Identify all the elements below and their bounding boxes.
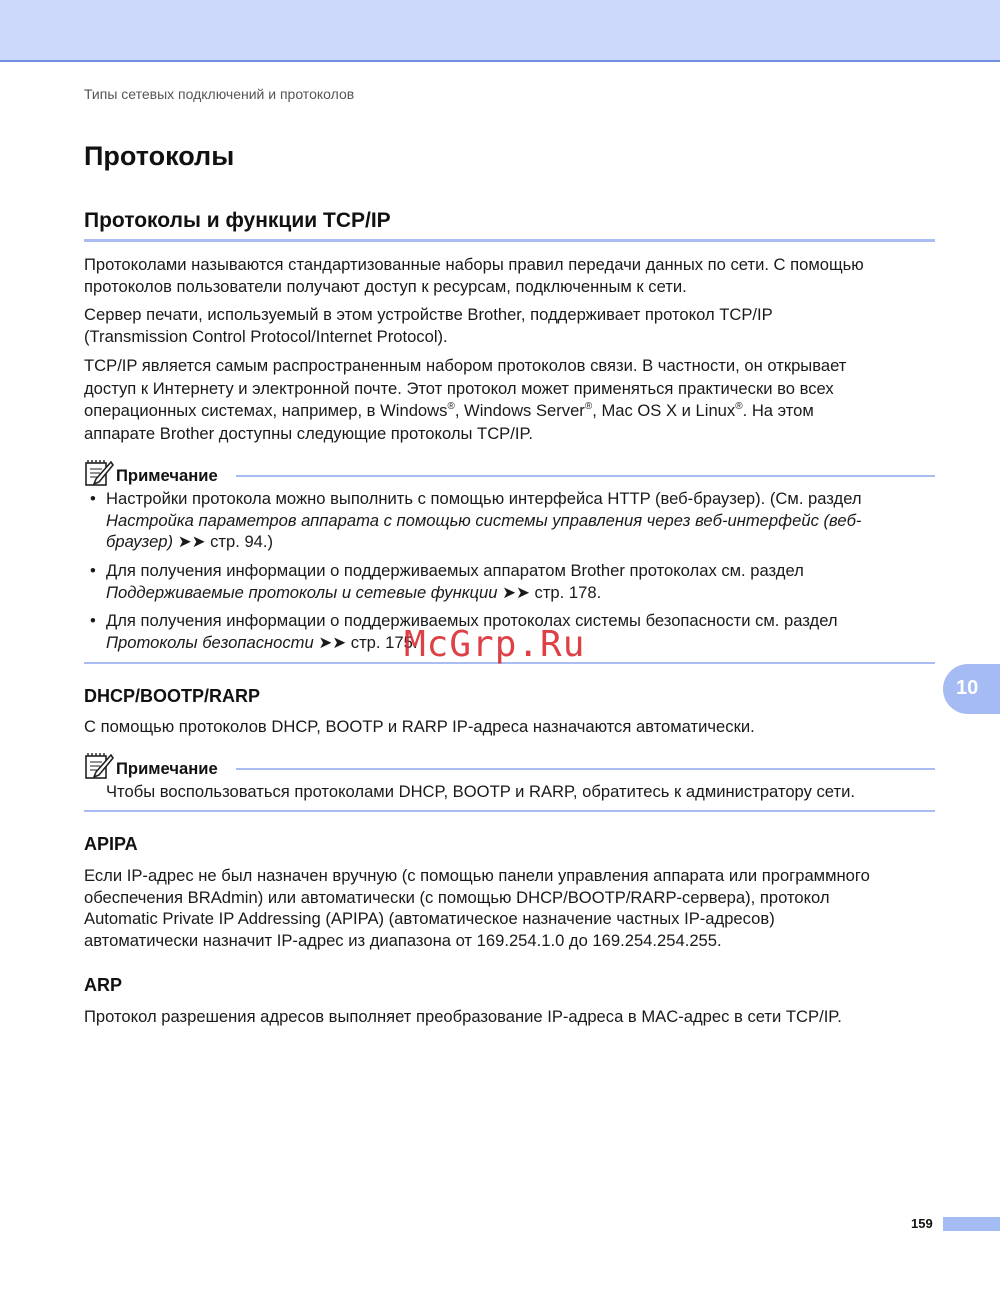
note-pencil-icon bbox=[84, 752, 114, 780]
bullet-dot: • bbox=[90, 489, 96, 508]
arrows-icon: ➤➤ bbox=[318, 632, 347, 652]
paragraph-line: автоматически назначит IP-адрес из диапазона от 169.254.1.0 до 169.254.254.255. bbox=[84, 930, 722, 950]
page-title: Протоколы bbox=[84, 141, 235, 171]
running-title: Типы сетевых подключений и протоколов bbox=[84, 86, 355, 102]
chapter-number: 10 bbox=[956, 677, 979, 699]
chapter-tab bbox=[943, 664, 1000, 714]
paragraph-line: Automatic Private IP Addressing (APIPA) (автоматическое назначение частных IP-адресов) bbox=[84, 909, 775, 928]
apipa-text bbox=[84, 865, 944, 951]
paragraph-tcpip bbox=[84, 355, 944, 445]
arp-text: Протокол разрешения адресов выполняет преобразование IP-адреса в MAC-адрес в сети TCP/IP. bbox=[84, 1007, 842, 1026]
list-item: • Для получения информации о поддерживаемых протоколах системы безопасности см. раздел Протоколы безопасности ➤➤ стр. 175. bbox=[90, 611, 838, 652]
paragraph-line: операционных системах, например, в Windows®, Windows Server®, Mac OS X и Linux®. На этом bbox=[84, 401, 814, 420]
list-item: • Настройки протокола можно выполнить с помощью интерфейса HTTP (веб-браузер). (См. раздел Настройка параметров аппарата с помощью системы управления через веб-интерфейс (веб- браузер) ➤➤ стр. 94.) bbox=[90, 489, 862, 551]
note-pencil-icon bbox=[84, 459, 114, 487]
section-rule bbox=[84, 239, 935, 242]
arrows-icon: ➤➤ bbox=[177, 532, 206, 551]
registered-mark: ® bbox=[735, 401, 743, 412]
registered-mark: ® bbox=[447, 401, 455, 412]
paragraph-line: TCP/IP является самым распространенным набором протоколов связи. В частности, он открывает bbox=[84, 356, 847, 375]
note-rule bbox=[236, 475, 935, 477]
watermark: McGrp.Ru bbox=[404, 624, 586, 665]
cross-reference-link[interactable]: Поддерживаемые протоколы и сетевые функции bbox=[106, 582, 498, 602]
note-label: Примечание bbox=[116, 759, 218, 778]
section-title: Протоколы и функции TCP/IP bbox=[84, 209, 391, 232]
arrows-icon: ➤➤ bbox=[502, 582, 530, 602]
paragraph-line: (Transmission Control Protocol/Internet Protocol). bbox=[84, 326, 448, 346]
paragraph-line: обеспечения BRAdmin) или автоматически (с помощью DHCP/BOOTP/RARP-сервера), протокол bbox=[84, 887, 830, 907]
note-end-rule bbox=[84, 810, 935, 812]
paragraph-line: протоколов пользователи получают доступ к ресурсам, подключенным к сети. bbox=[84, 276, 687, 296]
note-rule bbox=[236, 768, 935, 770]
note-header bbox=[84, 752, 935, 780]
dhcp-heading: DHCP/BOOTP/RARP bbox=[84, 686, 261, 706]
apipa-heading: APIPA bbox=[84, 834, 138, 854]
dhcp-text: С помощью протоколов DHCP, BOOTP и RARP IP-адреса назначаются автоматически. bbox=[84, 717, 755, 736]
paragraph-line: Сервер печати, используемый в этом устройстве Brother, поддерживает протокол TCP/IP bbox=[84, 305, 773, 324]
bullet-dot: • bbox=[90, 561, 96, 580]
page-number-bar bbox=[943, 1217, 1000, 1231]
note-text: Чтобы воспользоваться протоколами DHCP, BOOTP и RARP, обратитесь к администратору сети. bbox=[106, 782, 855, 801]
registered-mark: ® bbox=[584, 401, 593, 412]
list-item: • Для получения информации о поддерживаемых аппаратом Brother протоколах см. раздел Поддерживаемые протоколы и сетевые функции ➤➤ стр. 178. bbox=[90, 561, 804, 602]
paragraph-server bbox=[84, 304, 944, 347]
paragraph-intro bbox=[84, 254, 944, 297]
note-label: Примечание bbox=[116, 466, 218, 485]
arp-heading: ARP bbox=[84, 975, 123, 995]
bullet-dot: • bbox=[90, 611, 96, 630]
paragraph-line: доступ к Интернету и электронной почте. Этот протокол может применяться практически во всех bbox=[84, 378, 834, 398]
paragraph-line: Если IP-адрес не был назначен вручную (с помощью панели управления аппарата или программного bbox=[84, 866, 870, 885]
cross-reference-link[interactable]: Протоколы безопасности bbox=[106, 632, 314, 652]
page-number: 159 bbox=[911, 1216, 933, 1231]
header-band bbox=[0, 0, 1000, 62]
cross-reference-link[interactable]: браузер) bbox=[106, 532, 174, 551]
paragraph-line: Протоколами называются стандартизованные наборы правил передачи данных по сети. С помощью bbox=[84, 255, 864, 274]
paragraph-line: аппарате Brother доступны следующие протоколы TCP/IP. bbox=[84, 423, 534, 443]
note-header bbox=[84, 459, 935, 487]
